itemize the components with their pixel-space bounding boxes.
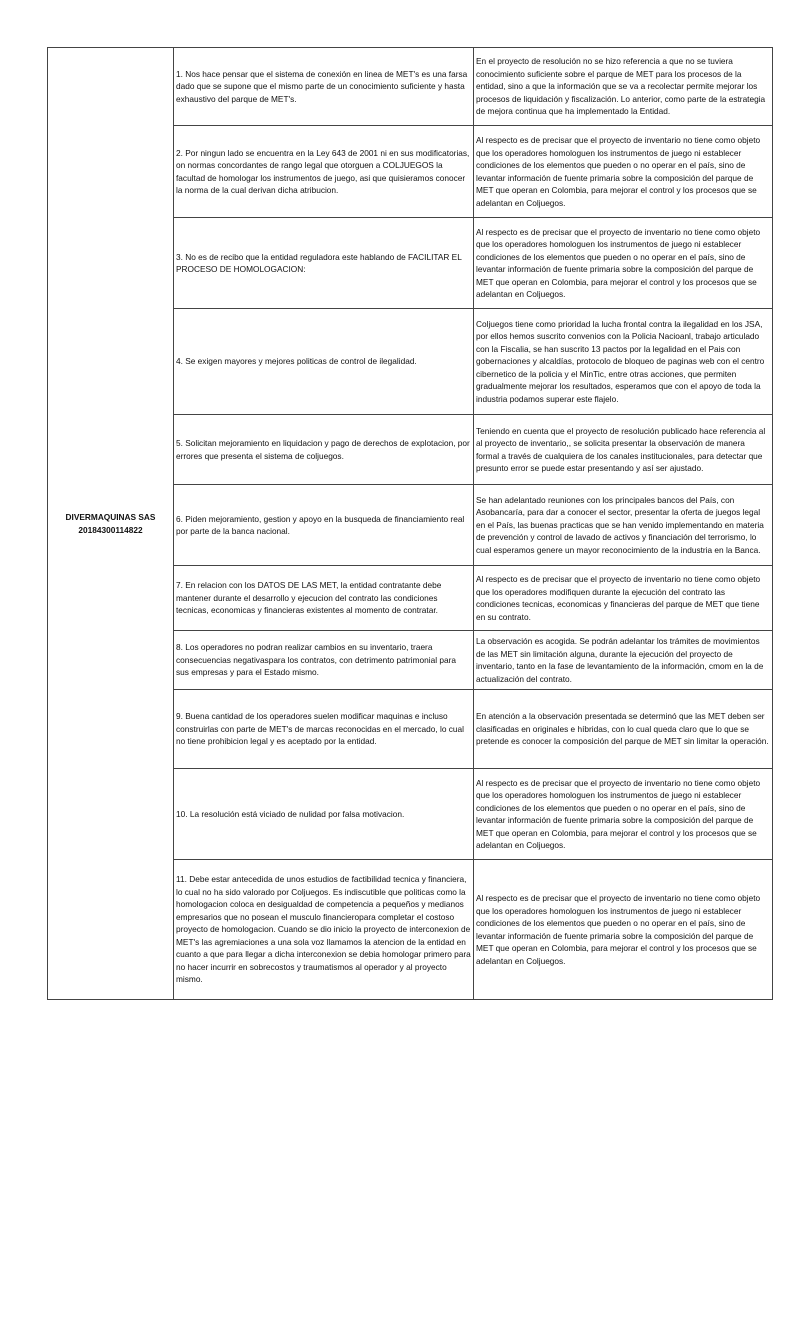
table-row — [48, 48, 773, 126]
response-cell: Teniendo en cuenta que el proyecto de resolución publicado hace referencia al al proyecto de inventario,, se solicita presentar la observación de manera formal a través de cualquiera de los canales institucionales, para detectar que presunto error se puede estar presentando y así ser ajustado. — [474, 415, 773, 485]
response-cell: Al respecto es de precisar que el proyecto de inventario no tiene como objeto que los operadores homologuen los instrumentos de juego ni establecer condiciones de los elementos que pueden o no operar en el país, sino de levantar información de fuente primaria sobre la composición del parque de MET que operan en Colombia, para mejorar el control y los procesos que se adelantan en Coljuegos. — [474, 769, 773, 860]
entity-id: 20184300114822 — [78, 524, 143, 535]
observation-cell: 6. Piden mejoramiento, gestion y apoyo en la busqueda de financiamiento real por parte de la banca nacional. — [174, 485, 474, 566]
observation-cell: 4. Se exigen mayores y mejores politicas de control de ilegalidad. — [174, 309, 474, 415]
observation-cell: 10. La resolución está viciado de nulidad por falsa motivacion. — [174, 769, 474, 860]
observation-cell: 11. Debe estar antecedida de unos estudios de factibilidad tecnica y financiera, lo cual no ha sido valorado por Coljuegos. Es indiscutible que politicas como la homologacion coloca en desigualdad de competencia a pequeños y medianos empresarios que no posean el musculo financieropara completar el costoso proyecto de homologacion. Cuando se dio inicio la proyecto de interconexion de MET's las agremiaciones a una sola voz llamamos la atencion de la entidad en cuanto a que para llegar a dicha interconexion se debia homologar primero para no hacer incurrir en sobrecostos y traumatismos al operador y al proyecto mismo. — [174, 860, 474, 1000]
observation-cell: 7. En relacion con los DATOS DE LAS MET, la entidad contratante debe mantener durante el desarrollo y ejecucion del contrato las condiciones tecnicas, economicas y financieras existentes al momento de contratar. — [174, 566, 474, 631]
response-cell: En el proyecto de resolución no se hizo referencia a que no se tuviera conocimiento suficiente sobre el parque de MET para los procesos de la entidad, sino a que la información que se va a recolectar permite mejorar los procesos de liquidación y fiscalización. Lo anterior, como parte de la estrategia de mejora continua que ha implementado la Entidad. — [474, 48, 773, 126]
observation-cell: 8. Los operadores no podran realizar cambios en su inventario, traera consecuencias negativaspara los contratos, con detrimento patrimonial para sus empresas y para el Estado mismo. — [174, 631, 474, 690]
response-cell: Al respecto es de precisar que el proyecto de inventario no tiene como objeto que los operadores homologuen los instrumentos de juego ni establecer condiciones de los elementos que pueden o no operar en el país, sino de levantar información de fuente primaria sobre la composición del parque de MET que operan en Colombia, para mejorar el control y los procesos que se adelantan en Coljuegos. — [474, 218, 773, 309]
response-cell: La observación es acogida. Se podrán adelantar los trámites de movimientos de las MET sin limitación alguna, durante la ejecución del proyecto de inventario, tanto en la fase de levantamiento de la información, cmom en la de actualización del contrato. — [474, 631, 773, 690]
response-cell: Al respecto es de precisar que el proyecto de inventario no tiene como objeto que los operadores homologuen los instrumentos de juego ni establecer condiciones de los elementos que pueden o no operar en el país, sino de levantar información de fuente primaria sobre la composición del parque de MET que operan en Colombia, para mejorar el control y los procesos que se adelantan en Coljuegos. — [474, 126, 773, 218]
observation-cell: 9. Buena cantidad de los operadores suelen modificar maquinas e incluso construirlas con parte de MET's de marcas reconocidas en el mercado, lo cual no tiene prohibicion legal y es aceptado por la entidad. — [174, 690, 474, 769]
entity-cell — [48, 48, 174, 1000]
response-cell: Al respecto es de precisar que el proyecto de inventario no tiene como objeto que los operadores modifiquen durante la ejecución del contrato las condiciones tecnicas, economicas y financieras del parque de MET que tiene en su contrato. — [474, 566, 773, 631]
observations-table — [47, 47, 773, 1000]
response-cell: Se han adelantado reuniones con los principales bancos del País, con Asobancaría, para dar a conocer el sector, presentar la oferta de juegos legal en el País, las buenas practicas que se han venido implementando en materia de prevención y control de lavado de activos y financiación del terrorismo, lo cual esperamos genere un mayor reconocimiento de la industria en la Banca. — [474, 485, 773, 566]
response-cell: Coljuegos tiene como prioridad la lucha frontal contra la ilegalidad en los JSA, por ellos hemos suscrito convenios con la Policia Nacioanl, trabajo articulado con la Fiscalia, se han suscrito 13 pactos por la legalidad en el Pais con gobernaciones y alcaldías, protocolo de bloqueo de paginas web con el centro cibernetico de la policia y el MinTic, entre otras acciones, que permiten gradualmente mejorar los resultados, esperamos que con el apoyo de toda la industria podamos superar este flajelo. — [474, 309, 773, 415]
observation-cell: 2. Por ningun lado se encuentra en la Ley 643 de 2001 ni en sus modificatorias, on normas concordantes de rango legal que otorguen a COLJUEGOS la facultad de homologar los instrumentos de juego, asi que quisieramos conocer la norma de la cual derivan dicha atribucion. — [174, 126, 474, 218]
observation-cell: 3. No es de recibo que la entidad reguladora este hablando de FACILITAR EL PROCESO DE HOMOLOGACION: — [174, 218, 474, 309]
response-cell: Al respecto es de precisar que el proyecto de inventario no tiene como objeto que los operadores homologuen los instrumentos de juego ni establecer condiciones de los elementos que pueden o no operar en el país, sino de levantar información de fuente primaria sobre la composición del parque de MET que operan en Colombia, para mejorar el control y los procesos que se adelantan en Coljuegos. — [474, 860, 773, 1000]
observation-cell: 5. Solicitan mejoramiento en liquidacion y pago de derechos de explotacion, por errores que presenta el sistema de coljuegos. — [174, 415, 474, 485]
observation-cell: 1. Nos hace pensar que el sistema de conexión en linea de MET's es una farsa dado que se supone que el mismo parte de un conocimiento suficiente y hasta exhaustivo del parque de MET's. — [174, 48, 474, 126]
response-cell: En atención a la observación presentada se determinó que las MET deben ser clasificadas en originales e híbridas, con lo cual queda claro que lo que se pretende es conocer la composición del parque de MET sin limitar la operación. — [474, 690, 773, 769]
entity-name: DIVERMAQUINAS SAS — [65, 512, 156, 522]
